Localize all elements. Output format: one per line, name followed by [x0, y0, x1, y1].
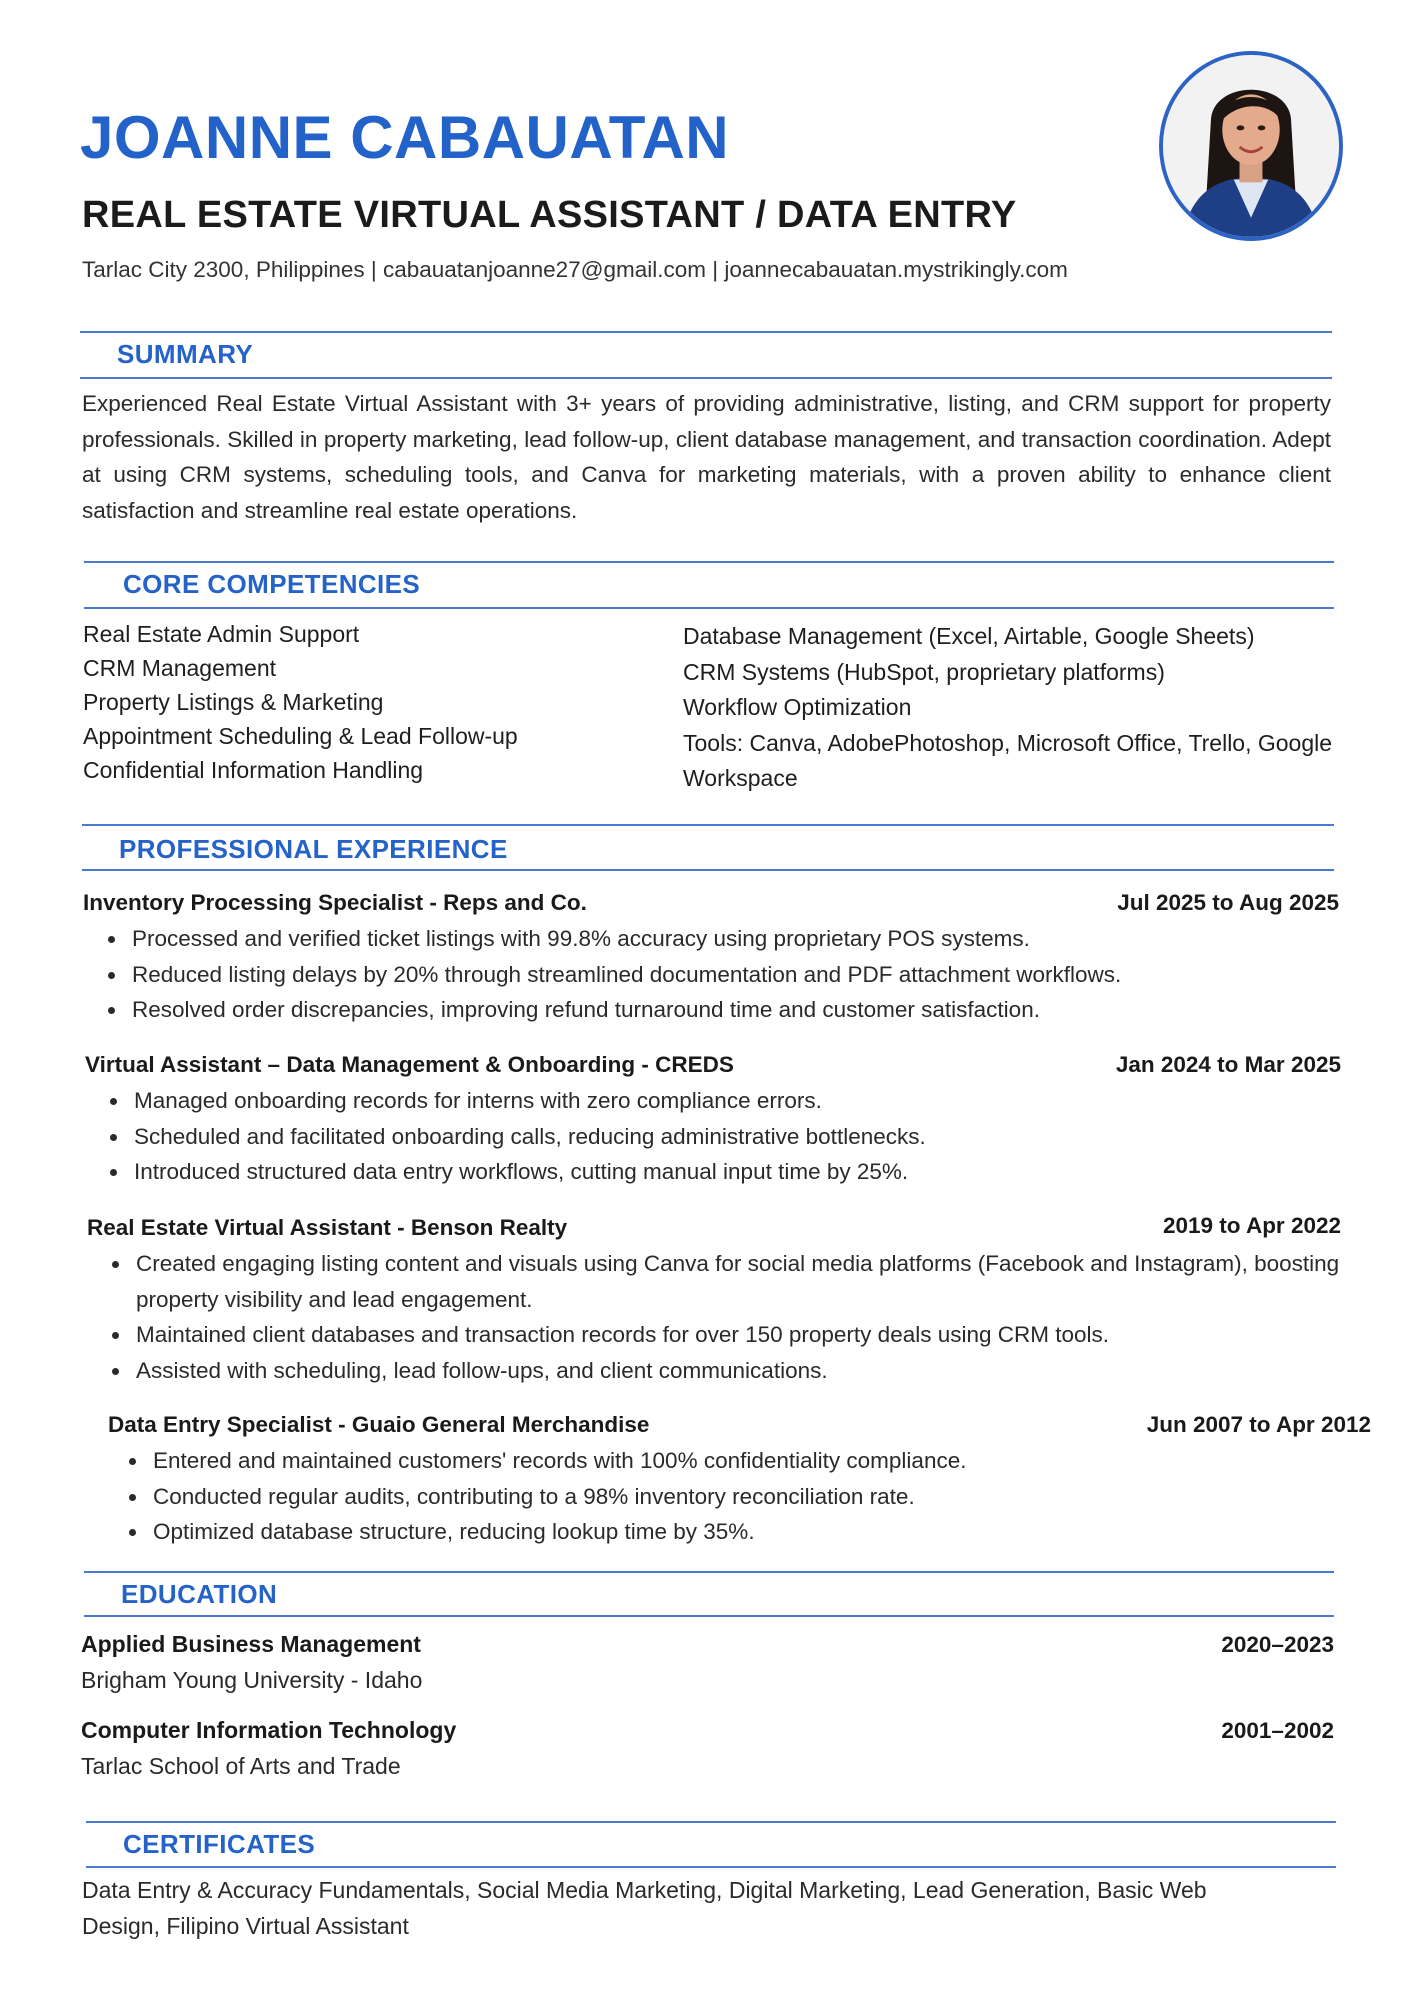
job-bullet: • Processed and verified ticket listings with 99.8% accuracy using proprietary POS systems.	[128, 921, 1368, 957]
job-bullet-list	[100, 921, 1368, 1028]
job-role-title: Inventory Processing Specialist - Reps and Co.	[83, 890, 587, 915]
job-role-title: Data Entry Specialist - Guaio General Merchandise	[108, 1412, 650, 1437]
job-bullet-list	[104, 1246, 1368, 1388]
education-years: 2020–2023	[1221, 1632, 1334, 1657]
education-degree: Computer Information Technology	[81, 1717, 457, 1743]
summary-text: Experienced Real Estate Virtual Assistant with 3+ years of providing administrative, listing, and CRM support for property professionals. Skilled in property marketing, lead follow-up, client database management, and transaction coordination. Adept at using CRM systems, scheduling tools, and Canva for marketing materials, with a proven ability to enhance client satisfaction and streamline real estate operations.	[82, 391, 1331, 523]
job-date-range: Jan 2024 to Mar 2025	[1115, 1052, 1341, 1077]
competency-item: Real Estate Admin Support	[83, 621, 360, 647]
job-bullet: • Introduced structured data entry workflows, cutting manual input time by 25%.	[130, 1154, 1368, 1190]
job-bullet: • Maintained client databases and transaction records for over 150 property deals using CRM tools.	[132, 1317, 1368, 1353]
job-bullet: • Scheduled and facilitated onboarding calls, reducing administrative bottlenecks.	[130, 1119, 1368, 1155]
job-bullet: • Optimized database structure, reducing lookup time by 35%.	[149, 1514, 1379, 1550]
section-heading-competencies: CORE COMPETENCIES	[123, 569, 421, 599]
competency-item: CRM Systems (HubSpot, proprietary platforms)	[683, 658, 1165, 685]
job-date-range: Jun 2007 to Apr 2012	[1146, 1412, 1371, 1437]
section-heading-certificates: CERTIFICATES	[123, 1829, 316, 1859]
job-bullet: • Reduced listing delays by 20% through streamlined documentation and PDF attachment workflows.	[128, 957, 1368, 993]
competency-item: Database Management (Excel, Airtable, Google Sheets)	[683, 623, 1255, 649]
job-role-title: Real Estate Virtual Assistant - Benson Realty	[87, 1215, 568, 1240]
section-heading-experience: PROFESSIONAL EXPERIENCE	[119, 834, 508, 864]
section-heading-summary: SUMMARY	[117, 339, 254, 369]
section-heading-education: EDUCATION	[121, 1579, 278, 1609]
certificates-rule-top	[86, 1821, 1336, 1823]
certificates-text: Data Entry & Accuracy Fundamentals, Social Media Marketing, Digital Marketing, Lead Generation, Basic Web Design, Filipino Virtual Assistant	[82, 1877, 1207, 1939]
job-bullet-list	[102, 1083, 1368, 1190]
summary-rule-bottom	[80, 377, 1332, 379]
profile-photo-illustration	[1163, 55, 1339, 237]
job-date-range: 2019 to Apr 2022	[1162, 1213, 1341, 1238]
job-bullet: • Created engaging listing content and visuals using Canva for social media platforms (Facebook and Instagram), boosting property visibility and lead engagement.	[132, 1246, 1368, 1317]
job-date-range: Jul 2025 to Aug 2025	[1117, 890, 1339, 915]
competencies-rule-bottom	[84, 607, 1334, 609]
competency-item: Workflow Optimization	[683, 694, 912, 720]
job-bullet: • Assisted with scheduling, lead follow-ups, and client communications.	[132, 1353, 1368, 1389]
competency-item: Appointment Scheduling & Lead Follow-up	[83, 723, 518, 749]
education-rule-top	[84, 1571, 1334, 1573]
job-bullet-list	[121, 1443, 1379, 1550]
job-bullet: • Managed onboarding records for interns with zero compliance errors.	[130, 1083, 1368, 1119]
competency-item: Property Listings & Marketing	[83, 689, 384, 715]
education-years: 2001–2002	[1221, 1718, 1334, 1743]
contact-line: Tarlac City 2300, Philippines | cabauatanjoanne27@gmail.com | joannecabauatan.mystrikingly.com	[82, 257, 1068, 282]
education-school: Brigham Young University - Idaho	[81, 1667, 423, 1693]
competency-item: CRM Management	[83, 655, 277, 681]
education-rule-bottom	[84, 1615, 1334, 1617]
competency-item: Tools: Canva, AdobePhotoshop, Microsoft Office, Trello, Google Workspace	[683, 729, 1333, 791]
education-school: Tarlac School of Arts and Trade	[81, 1753, 401, 1779]
competencies-right-list	[683, 619, 1343, 797]
summary-rule-top	[80, 331, 1332, 333]
job-bullet: • Conducted regular audits, contributing to a 98% inventory reconciliation rate.	[149, 1479, 1379, 1515]
experience-rule-bottom	[82, 869, 1334, 871]
competency-item: Confidential Information Handling	[83, 757, 424, 783]
job-title-headline: REAL ESTATE VIRTUAL ASSISTANT / DATA ENTRY	[82, 194, 1017, 236]
job-bullet: • Entered and maintained customers' records with 100% confidentiality compliance.	[149, 1443, 1379, 1479]
profile-photo	[1159, 51, 1343, 241]
job-bullet: • Resolved order discrepancies, improving refund turnaround time and customer satisfaction.	[128, 992, 1368, 1028]
job-role-title: Virtual Assistant – Data Management & Onboarding - CREDS	[85, 1052, 734, 1077]
competencies-left-list	[83, 617, 518, 787]
certificates-rule-bottom	[86, 1866, 1336, 1868]
experience-rule-top	[82, 824, 1334, 826]
education-degree: Applied Business Management	[81, 1631, 421, 1657]
competencies-rule-top	[84, 561, 1334, 563]
candidate-name: JOANNE CABAUATAN	[80, 104, 730, 171]
